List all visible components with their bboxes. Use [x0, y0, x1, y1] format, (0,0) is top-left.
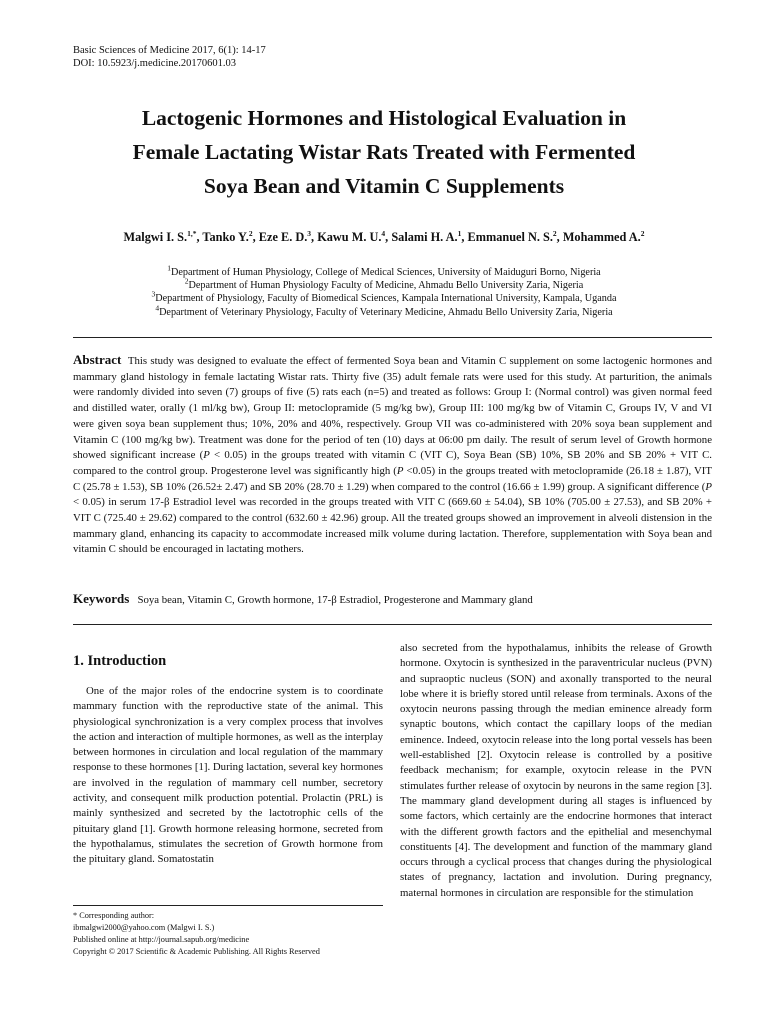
paper-title [60, 101, 708, 203]
author-separator: , [252, 230, 259, 244]
published-online-note: Published online at http://journal.sapub.org/medicine [73, 935, 250, 944]
affiliation-list [60, 263, 708, 319]
abstract-label: Abstract [73, 352, 122, 367]
footnotes [73, 910, 320, 958]
footnote-rule [73, 905, 383, 906]
intro-right-column: also secreted from the hypothalamus, inhibits the release of Growth hormone. Oxytocin is synthesized in the paraventricular nucleus (PVN) and supraoptic nucleus (SON) and axonally transported to the neural lobe where it is briefly stored until release from terminals. Axons of the oxytocin neurons passing through the median eminence already form synaptic boutons, which contact the capillary loops of the median eminence. Indeed, oxytocin release into the long portal vessels has been well-established [2]. Oxytocin release is controlled by a positive feedback mechanism; for example, oxytocin release in the PVN stimulates further release of oxytocin by neurons in the same region [3]. The mammary gland development during all stages is influenced by some factors, which certainly are the endocrine hormones that interact with the different growth factors and the epithelial and mesenchymal constituents [4]. The development and function of the mammary gland occurs through a cyclical process that changes during the physiological states of pregnancy, lactation and involution. During pregnancy, maternal hormones in circulation are responsible for the stimulation [400, 642, 712, 899]
author-affiliation-mark: 4 [381, 228, 386, 238]
author-email: ibmalgwi2000@yahoo.com (Malgwi I. S.) [73, 923, 215, 932]
affiliation-mark: 2 [184, 276, 189, 286]
abstract-text: < 0.05) in serum 17-β Estradiol level was recorded in the groups treated with VIT C (669.60 ± 54.04), SB 10% (705.00 ± 27.53), and SB 20% + VIT C (725.40 ± 29.62) compared to the control (632.60 ± 42.96) group. All the treated groups showed an improvement in alveoli distension in the mammary gland, enhancing its capacity to accommodate increased milk volume during lactation. Therefore, supplementation with Soya bean and vitamin C should be encouraged in lactating mothers. [73, 496, 712, 556]
affiliation [60, 303, 708, 319]
keywords-label: Keywords [73, 591, 130, 606]
p-symbol: P [203, 449, 210, 462]
abstract-text: This study was designed to evaluate the effect of fermented Soya bean and Vitamin C supplement on some lactogenic hormones and mammary gland histology in female lactating Wistar rats. Thirty five (35) adult female rats were used for this study. At parturition, the animals were randomly divided into seven (7) groups of five (5) rats each (n=5) and treated as follows: Group I: (Normal control) was given normal feed and distilled water, orally (1 ml/kg bw), Group II: metoclopramide (5 mg/kg bw), Group III: 100 mg/kg bw of Vitamin C, Groups IV, V and VI were given soya bean supplement thus; 10%, 20% and 40%, respectively. Group VII was co-administered with 20% soya bean supplement and Vitamin C (100 mg/kg bw). Treatment was done for the period of ten (10) days at 06:00 pm daily. The result of serum level of Growth hormone showed significant increase ( [73, 355, 712, 462]
affiliation-mark: 3 [151, 290, 156, 300]
abstract-top-rule [73, 337, 712, 338]
abstract-text: <0.05) in the groups treated with metoclopramide (26.18 ± 1.87), VIT C (25.78 ± 1.53), SB 10% (26.52± 2.47) and SB 20% (28.70 ± 1.29) when compared to the control (16.66 ± 1.99) group. A significant difference ( [73, 464, 712, 493]
section-heading: 1. Introduction [73, 653, 167, 669]
journal-header [73, 44, 266, 70]
affiliation-text: Department of Physiology, Faculty of Biomedical Sciences, Kampala International University, Kampala, Uganda [155, 293, 617, 305]
author-affiliation-mark: 1,* [187, 228, 197, 238]
author [317, 230, 391, 244]
author-separator: , [311, 230, 318, 244]
affiliation-mark: 4 [155, 303, 160, 313]
copyright-note: Copyright © 2017 Scientific & Academic Publishing. All Rights Reserved [73, 947, 320, 956]
author-affiliation-mark: 2 [248, 228, 253, 238]
affiliation-text: Department of Human Physiology, College of Medical Sciences, University of Maiduguri Borno, Nigeria [171, 267, 601, 278]
author [468, 230, 563, 244]
affiliation [60, 263, 708, 279]
author-affiliation-mark: 2 [640, 228, 645, 238]
author-affiliation-mark: 2 [552, 228, 557, 238]
title-line: Female Lactating Wistar Rats Treated with Fermented [132, 140, 636, 164]
affiliation-text: Department of Human Physiology Faculty of Medicine, Ahmadu Bello University Zaria, Nigeria [188, 280, 584, 292]
keywords-text: Soya bean, Vitamin C, Growth hormone, 17-β Estradiol, Progesterone and Mammary gland [137, 594, 533, 606]
affiliation-text: Department of Veterinary Physiology, Faculty of Veterinary Medicine, Ahmadu Bello University Zaria, Nigeria [159, 306, 613, 318]
abstract-text: < 0.05) in the groups treated with vitamin C (VIT C), Soya Bean (SB) 10%, SB 20% and SB 20% + VIT C. compared to the control group. Progesterone level was significantly high ( [73, 449, 712, 477]
affiliation [60, 276, 708, 292]
author-affiliation-mark: 1 [457, 228, 462, 238]
author-name: Malgwi I. S. [123, 230, 188, 244]
title-line: Lactogenic Hormones and Histological Evaluation in [141, 106, 627, 130]
affiliation-mark: 1 [167, 263, 172, 273]
author-name: Tanko Y. [202, 230, 249, 244]
journal-doi: DOI: 10.5923/j.medicine.20170601.03 [73, 58, 237, 69]
p-symbol: P [705, 480, 712, 493]
author-name: Salami H. A. [391, 230, 458, 244]
author [202, 230, 258, 244]
title-line: Soya Bean and Vitamin C Supplements [203, 174, 565, 198]
author-list [60, 229, 708, 245]
abstract [73, 352, 712, 558]
author-separator: , [556, 230, 563, 244]
author-name: Kawu M. U. [317, 230, 382, 244]
intro-left-column: One of the major roles of the endocrine system is to coordinate mammary function with the reproductive state of the animal. This physiological synchronization is a very complex process that involves the action and interaction of multiple hormones, as well as the interplay between hormones in circulation and local regulation of the mammary response to these hormones [1]. During lactation, several key hormones are involved in the regulation of mammary cell number, secretory activity, and consequent milk production potential. Prolactin (PRL) is mainly synthesized and secreted by the lactotrophic cells of the pituitary gland [1]. Growth hormone releasing hormone, secreted from the hypothalamus, stimulates the secretion of Growth hormone from the pituitary gland. Somatostatin [73, 685, 383, 866]
author-separator: , [461, 230, 468, 244]
p-symbol: P [396, 464, 404, 477]
author-affiliation-mark: 3 [307, 228, 312, 238]
author-name: Mohammed A. [562, 230, 641, 244]
author [259, 230, 317, 244]
keywords [73, 591, 712, 608]
author [391, 230, 467, 244]
author-name: Emmanuel N. S. [467, 230, 553, 244]
corresponding-author-note: * Corresponding author: [73, 911, 155, 920]
author-separator: , [385, 230, 392, 244]
author-separator: , [196, 230, 203, 244]
author [124, 230, 203, 244]
abstract-bottom-rule [73, 624, 712, 625]
author-name: Eze E. D. [258, 230, 308, 244]
journal-citation: Basic Sciences of Medicine 2017, 6(1): 14-17 [73, 45, 266, 56]
author [563, 230, 645, 244]
